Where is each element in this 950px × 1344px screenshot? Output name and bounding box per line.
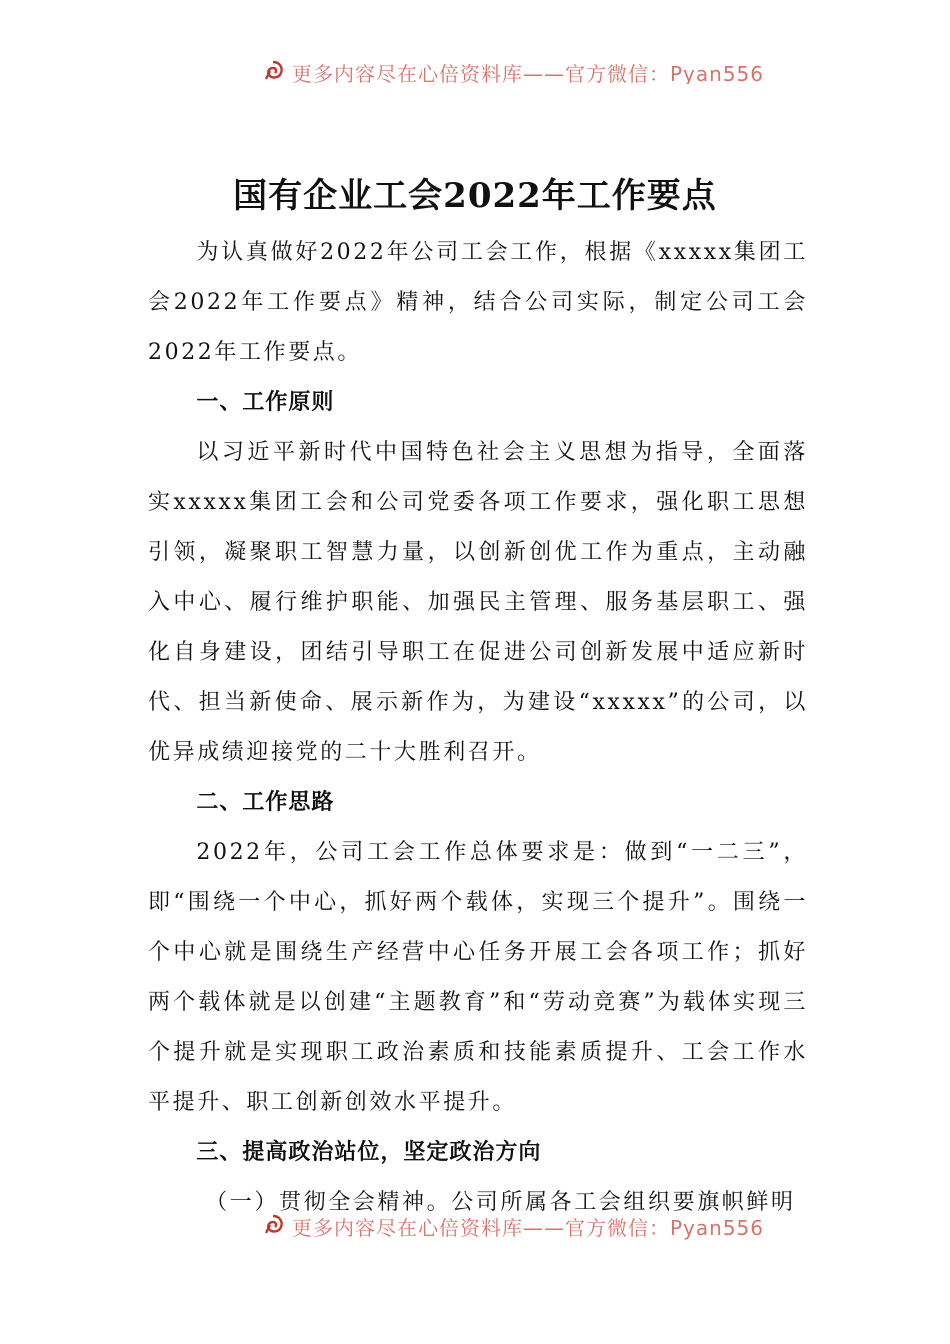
section-body-political: （一）贯彻全会精神。公司所属各工会组织要旗帜鲜明 — [205, 1190, 796, 1215]
document-body — [148, 228, 808, 1228]
watermark-text: 更多内容尽在心倍资料库——官方微信：Pyan556 — [292, 61, 765, 84]
watermark-bottom — [0, 1208, 950, 1240]
spiral-logo-icon — [260, 59, 286, 84]
section-heading-political: 三、提高政治站位，坚定政治方向 — [196, 1140, 542, 1165]
section-heading-principles: 一、工作原则 — [196, 390, 335, 415]
intro-paragraph: 为认真做好2022年公司工会工作，根据《xxxxx集团工会2022年工作要点》精神，结合公司实际，制定公司工会2022年工作要点。 — [148, 240, 808, 365]
document-title: 国有企业工会2022年工作要点 — [233, 176, 717, 216]
section-heading-approach: 二、工作思路 — [196, 790, 335, 815]
section-body-approach: 2022年，公司工会工作总体要求是：做到“一二三”，即“围绕一个中心，抓好两个载体，实现三个提升”。围绕一个中心就是围绕生产经营中心任务开展工会各项工作；抓好两个载体就是以创建“主题教育”和“劳动竞赛”为载体实现三个提升就是实现职工政治素质和技能素质提升、工会工作水平提升、职工创新创效水平提升。 — [148, 840, 808, 1115]
watermark-text: 更多内容尽在心倍资料库——官方微信：Pyan556 — [292, 1215, 765, 1240]
watermark-top — [0, 52, 950, 84]
section-body-principles: 以习近平新时代中国特色社会主义思想为指导，全面落实xxxxx集团工会和公司党委各项工作要求，强化职工思想引领，凝聚职工智慧力量，以创新创优工作为重点，主动融入中心、履行维护职能、加强民主管理、服务基层职工、强化自身建设，团结引导职工在促进公司创新发展中适应新时代、担当新使命、展示新作为，为建设“xxxxx”的公司，以优异成绩迎接党的二十大胜利召开。 — [148, 440, 808, 765]
spiral-logo-icon — [260, 1213, 286, 1239]
